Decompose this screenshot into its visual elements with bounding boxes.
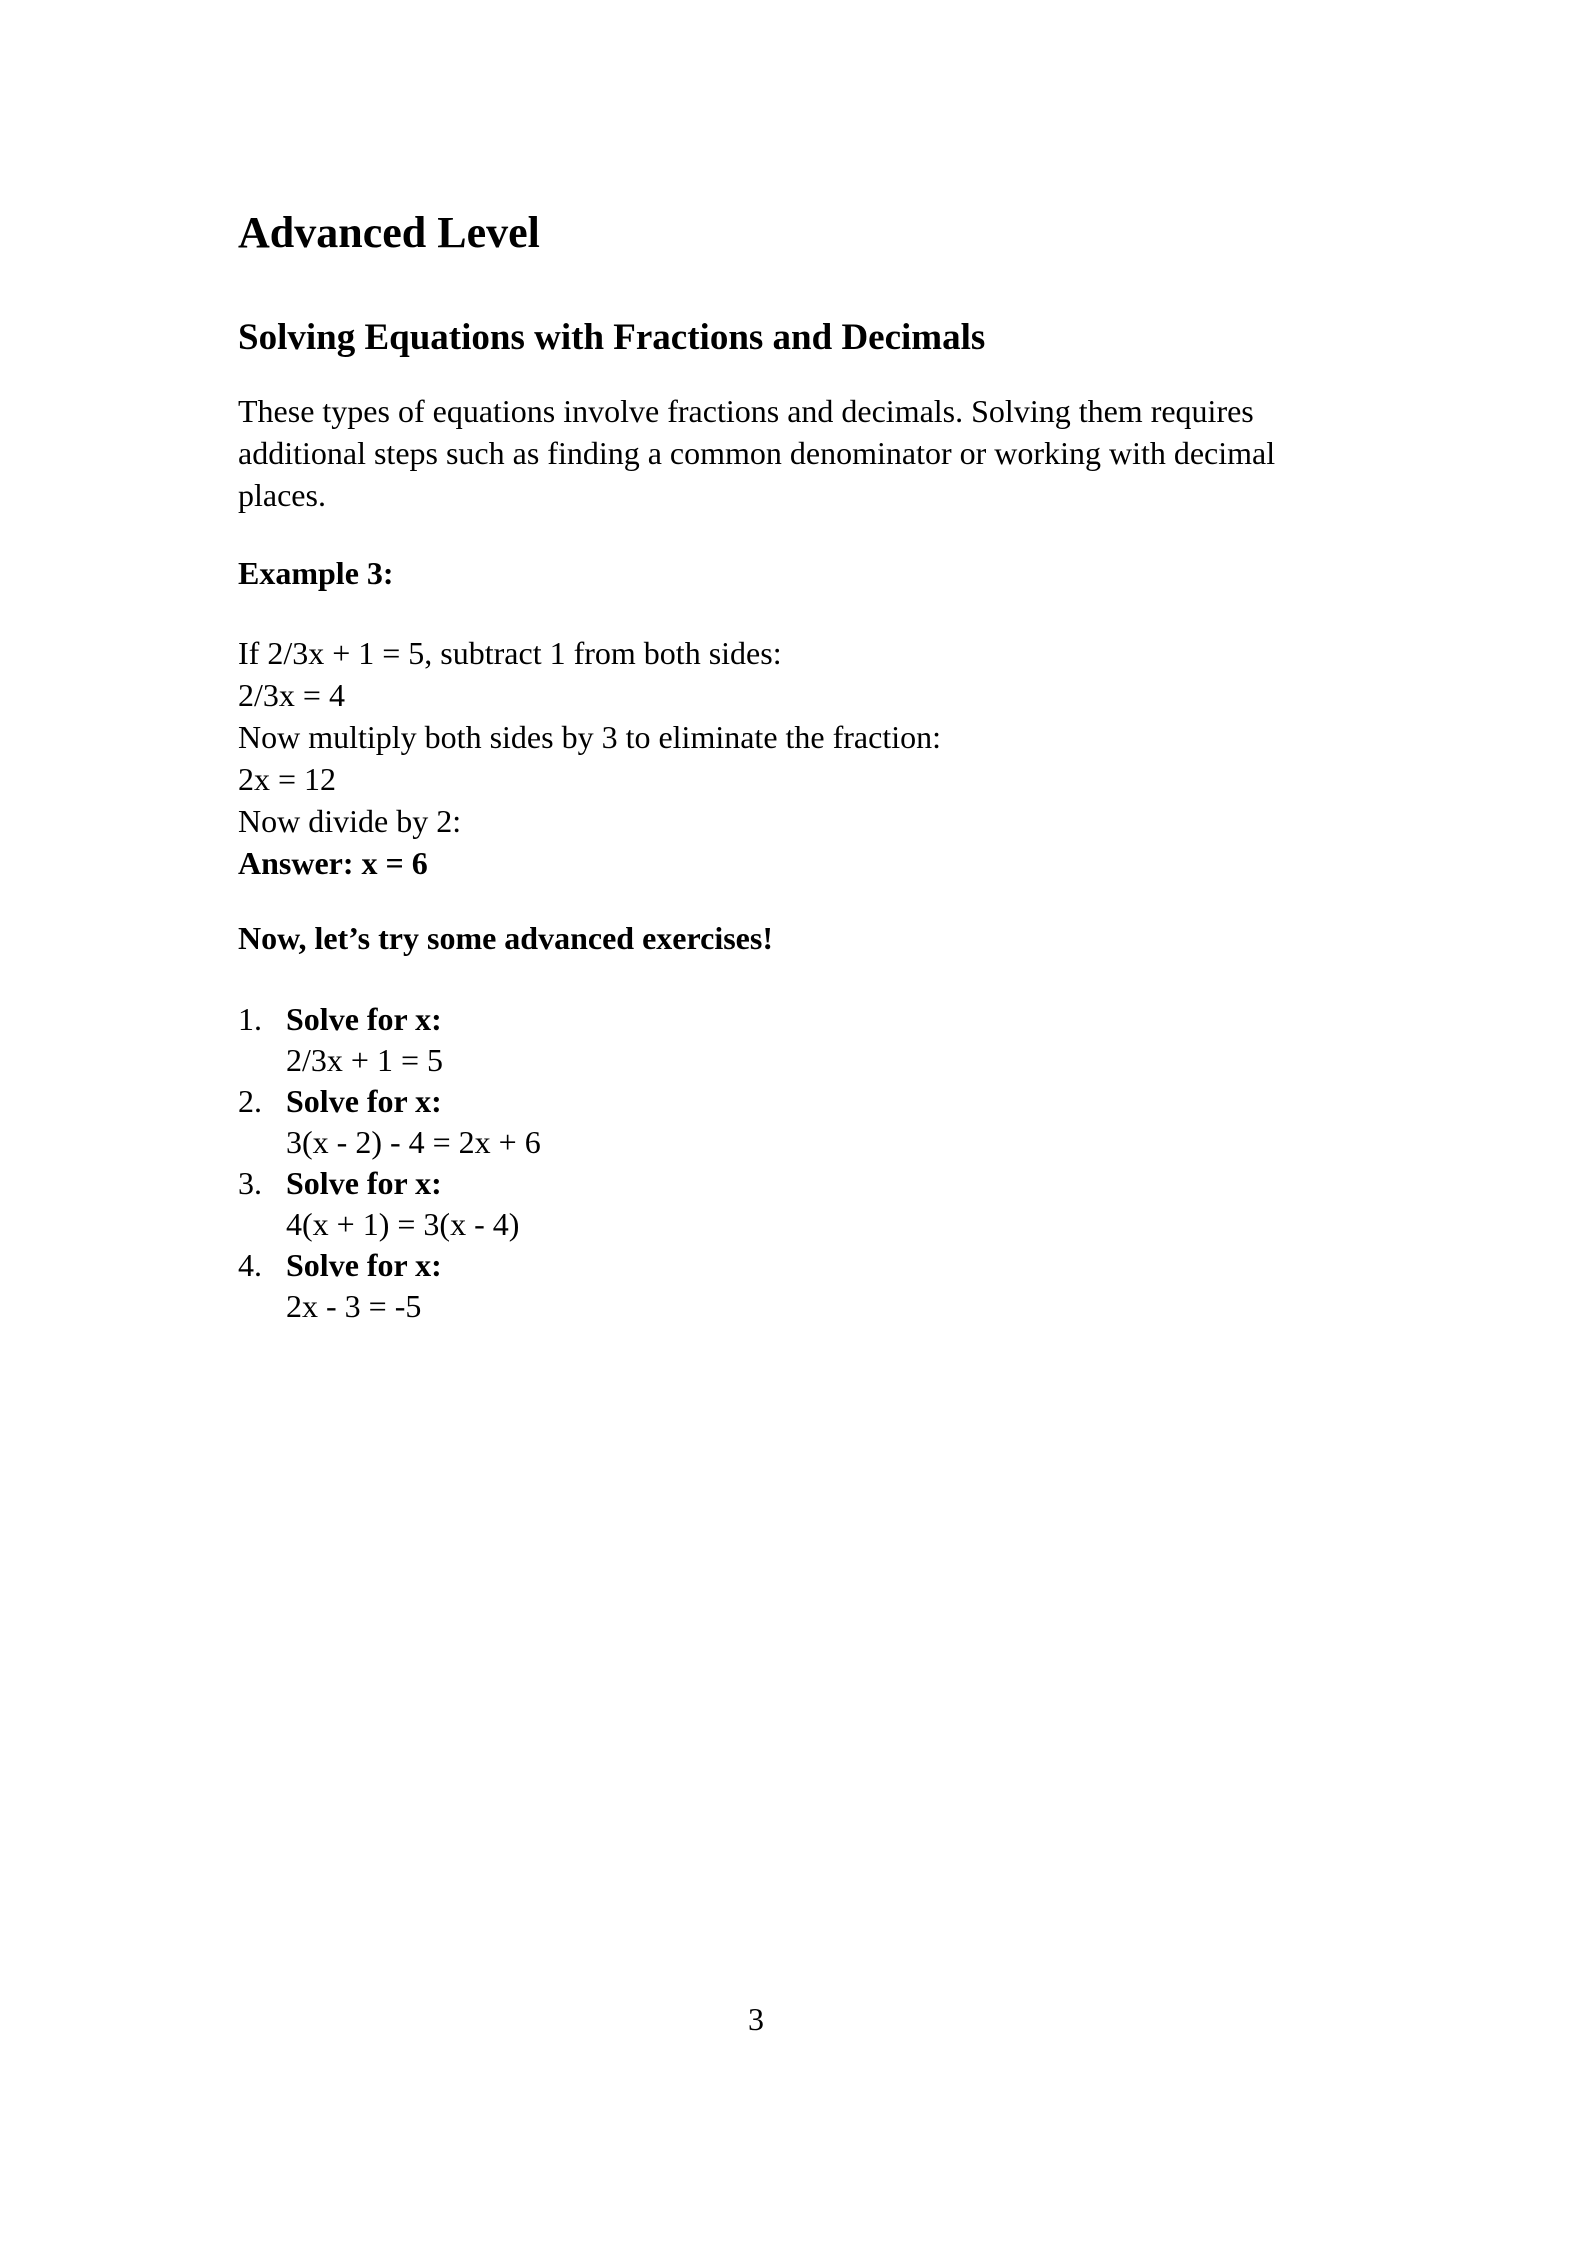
example-step: Now multiply both sides by 3 to eliminate the fraction: — [238, 719, 941, 755]
intro-line: places. — [238, 477, 326, 513]
list-item-heading — [238, 1081, 1350, 1122]
list-item — [238, 1245, 1350, 1327]
page-number: 3 — [748, 2001, 764, 2037]
list-item — [238, 1081, 1350, 1163]
example-steps — [238, 632, 1350, 884]
page-title: Advanced Level — [238, 208, 540, 257]
example-step: Now divide by 2: — [238, 803, 462, 839]
exercises-intro: Now, let’s try some advanced exercises! — [238, 920, 773, 956]
example-answer: Answer: x = 6 — [238, 845, 428, 881]
intro-line: These types of equations involve fractions and decimals. Solving them requires — [238, 393, 1254, 429]
list-item-number: 3. — [238, 1165, 262, 1201]
example-step: If 2/3x + 1 = 5, subtract 1 from both sides: — [238, 635, 782, 671]
list-item-equation: 4(x + 1) = 3(x - 4) — [286, 1206, 520, 1242]
list-item-number: 1. — [238, 1001, 262, 1037]
list-item-equation: 3(x - 2) - 4 = 2x + 6 — [286, 1124, 541, 1160]
list-item-label: Solve for x: — [286, 1247, 442, 1283]
list-item — [238, 1163, 1350, 1245]
list-item-number: 2. — [238, 1083, 262, 1119]
list-item-heading — [238, 1245, 1350, 1286]
list-item-label: Solve for x: — [286, 1001, 442, 1037]
example-heading: Example 3: — [238, 555, 394, 591]
list-item-heading — [238, 999, 1350, 1040]
intro-paragraph — [238, 390, 1350, 516]
intro-line: additional steps such as finding a common denominator or working with decimal — [238, 435, 1276, 471]
list-item-equation: 2x - 3 = -5 — [286, 1288, 422, 1324]
list-item-heading — [238, 1163, 1350, 1204]
list-item-label: Solve for x: — [286, 1165, 442, 1201]
example-step: 2/3x = 4 — [238, 677, 345, 713]
exercise-list — [238, 999, 1350, 1327]
section-heading: Solving Equations with Fractions and Decimals — [238, 317, 986, 358]
list-item-equation: 2/3x + 1 = 5 — [286, 1042, 443, 1078]
list-item-label: Solve for x: — [286, 1083, 442, 1119]
example-step: 2x = 12 — [238, 761, 337, 797]
list-item — [238, 999, 1350, 1081]
list-item-number: 4. — [238, 1247, 262, 1283]
